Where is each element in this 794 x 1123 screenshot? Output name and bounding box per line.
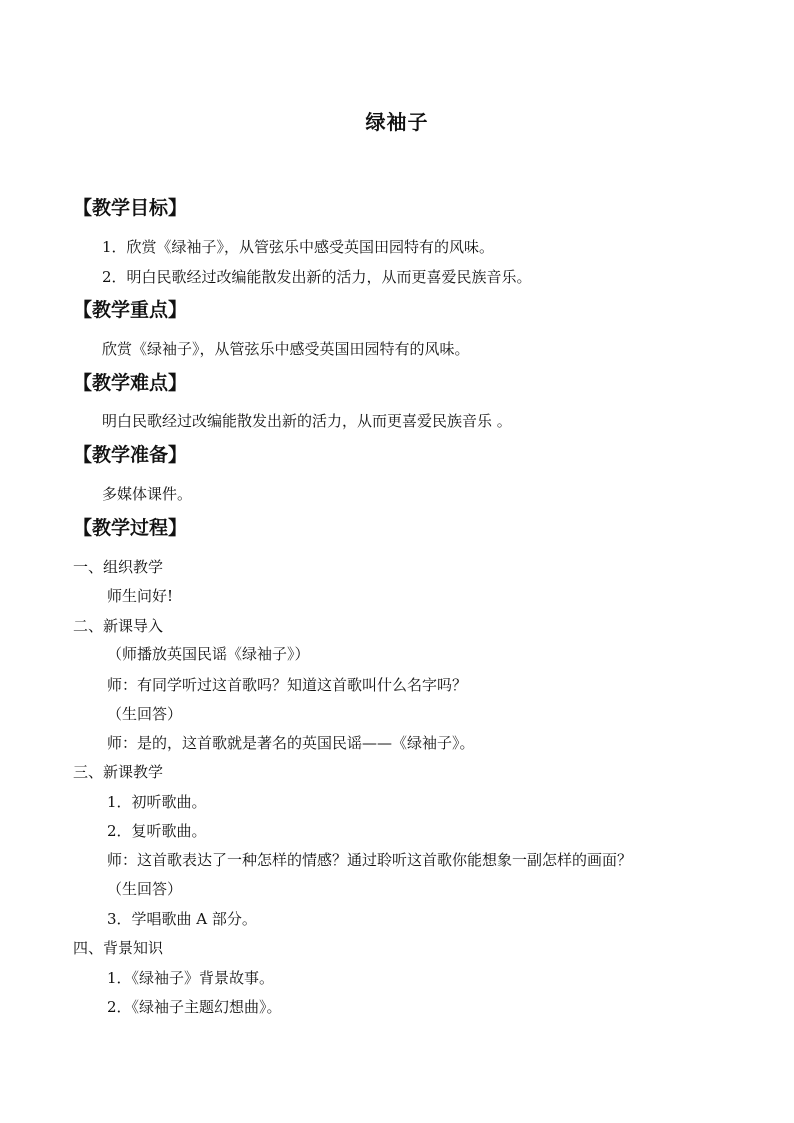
part2-line-3: （生回答） — [107, 705, 183, 723]
part1-line-1: 师生问好! — [107, 587, 174, 605]
process-heading: 【教学过程】 — [73, 517, 188, 539]
part3-line-4: （生回答） — [107, 880, 183, 898]
key-points-heading: 【教学重点】 — [73, 299, 188, 321]
part3-line-2: 2．复听歌曲。 — [107, 822, 207, 840]
goals-heading: 【教学目标】 — [73, 197, 188, 219]
difficulties-text: 明白民歌经过改编能散发出新的活力，从而更喜爱民族音乐 。 — [102, 412, 512, 430]
part2-line-2: 师：有同学听过这首歌吗？知道这首歌叫什么名字吗？ — [107, 676, 468, 694]
part4-title: 四、背景知识 — [73, 939, 164, 957]
goals-item-1: 1．欣赏《绿袖子》，从管弦乐中感受英国田园特有的风味。 — [102, 238, 495, 256]
difficulties-heading: 【教学难点】 — [73, 372, 188, 394]
document-title: 绿袖子 — [365, 110, 429, 134]
part4-line-2: 2．《绿袖子主题幻想曲》。 — [107, 998, 282, 1016]
part2-line-1: （师播放英国民谣《绿袖子》） — [107, 645, 310, 663]
preparation-heading: 【教学准备】 — [73, 444, 188, 466]
part3-line-3: 师：这首歌表达了一种怎样的情感？通过聆听这首歌你能想象一副怎样的画面？ — [107, 851, 633, 869]
part4-line-1: 1．《绿袖子》背景故事。 — [107, 969, 275, 987]
preparation-text: 多媒体课件。 — [102, 485, 193, 503]
part3-line-5: 3．学唱歌曲 A 部分。 — [107, 910, 257, 928]
part2-title: 二、新课导入 — [73, 617, 164, 635]
part2-line-4: 师：是的，这首歌就是著名的英国民谣——《绿袖子》。 — [107, 734, 475, 752]
part3-title: 三、新课教学 — [73, 763, 164, 781]
part3-line-1: 1．初听歌曲。 — [107, 793, 207, 811]
part1-title: 一、组织教学 — [73, 558, 164, 576]
key-points-text: 欣赏《绿袖子》，从管弦乐中感受英国田园特有的风味。 — [102, 340, 470, 358]
goals-item-2: 2．明白民歌经过改编能散发出新的活力，从而更喜爱民族音乐。 — [102, 268, 532, 286]
